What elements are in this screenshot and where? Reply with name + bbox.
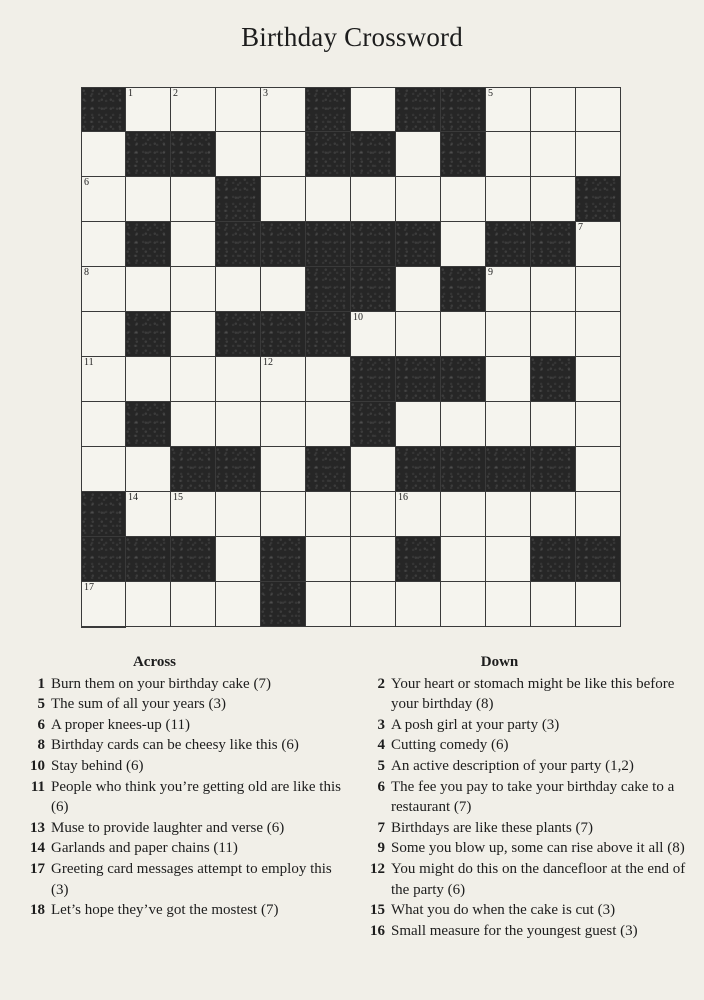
grid-cell-black <box>81 627 126 628</box>
grid-cell[interactable] <box>486 582 531 627</box>
cell-number: 2 <box>173 88 178 99</box>
cell-number: 1 <box>128 88 133 99</box>
clue-text: Cutting comedy (6) <box>391 737 509 754</box>
grid-cell-black <box>531 222 576 267</box>
cell-number: 11 <box>84 357 94 368</box>
cell-number: 17 <box>84 582 94 593</box>
grid-cell[interactable] <box>261 177 306 222</box>
grid-cell[interactable] <box>576 222 621 267</box>
grid-cell[interactable] <box>351 312 396 357</box>
grid-cell-black <box>396 447 441 492</box>
grid-cell-black <box>441 447 486 492</box>
clue-number: 1 <box>37 675 45 692</box>
clue-text: A posh girl at your party (3) <box>391 716 560 733</box>
grid-cell[interactable] <box>126 267 171 312</box>
grid-cell-black <box>171 447 216 492</box>
grid-cell[interactable] <box>216 87 261 132</box>
grid-cell-black <box>261 222 306 267</box>
down-clue <box>362 838 692 859</box>
grid-cell[interactable] <box>306 357 351 402</box>
grid-cell[interactable] <box>261 132 306 177</box>
clue-text: Stay behind (6) <box>51 757 144 774</box>
grid-cell[interactable] <box>486 312 531 357</box>
down-clue <box>362 756 692 777</box>
grid-cell[interactable] <box>486 537 531 582</box>
grid-cell[interactable] <box>486 402 531 447</box>
clue-number: 16 <box>370 922 385 939</box>
grid-cell[interactable] <box>81 267 126 312</box>
grid-cell[interactable] <box>261 357 306 402</box>
cell-number: 3 <box>263 88 268 99</box>
grid-cell-black <box>306 132 351 177</box>
grid-cell-black <box>306 447 351 492</box>
grid-cell-black <box>261 537 306 582</box>
clue-number: 2 <box>377 675 385 692</box>
clue-number: 9 <box>377 840 385 857</box>
across-clue <box>22 859 352 900</box>
clue-text: Small measure for the youngest guest (3) <box>391 922 638 939</box>
grid-cell[interactable] <box>261 267 306 312</box>
grid-cell-black <box>216 222 261 267</box>
grid-cell[interactable] <box>306 537 351 582</box>
grid-cell-black <box>81 87 126 132</box>
grid-cell[interactable] <box>576 267 621 312</box>
grid-cell-black <box>486 447 531 492</box>
grid-cell-black <box>396 357 441 402</box>
grid-cell[interactable] <box>351 582 396 627</box>
clue-number: 3 <box>377 716 385 733</box>
grid-cell[interactable] <box>171 402 216 447</box>
grid-cell[interactable] <box>216 132 261 177</box>
grid-cell-black <box>171 537 216 582</box>
down-clue <box>362 777 692 818</box>
clue-number: 10 <box>30 757 45 774</box>
grid-cell[interactable] <box>441 222 486 267</box>
cell-number: 8 <box>84 267 89 278</box>
grid-cell-black <box>441 132 486 177</box>
grid-cell[interactable] <box>351 492 396 537</box>
grid-cell[interactable] <box>441 402 486 447</box>
across-clue <box>22 777 352 818</box>
grid-cell[interactable] <box>171 492 216 537</box>
cell-number: 9 <box>488 267 493 278</box>
grid-cell-black <box>171 132 216 177</box>
down-clue <box>362 818 692 839</box>
crossword-grid <box>81 87 621 627</box>
across-clues <box>22 652 352 921</box>
grid-cell[interactable] <box>531 312 576 357</box>
grid-cell[interactable] <box>171 87 216 132</box>
grid-cell-black <box>126 132 171 177</box>
clue-text: Birthdays are like these plants (7) <box>391 819 594 836</box>
grid-cell-black <box>306 222 351 267</box>
grid-cell-black <box>126 222 171 267</box>
clue-text: Garlands and paper chains (11) <box>51 840 238 857</box>
grid-cell[interactable] <box>531 492 576 537</box>
grid-cell-black <box>216 177 261 222</box>
grid-cell[interactable] <box>81 222 126 267</box>
down-clues <box>362 652 692 941</box>
grid-cell[interactable] <box>576 582 621 627</box>
grid-cell[interactable] <box>396 582 441 627</box>
grid-cell-black <box>216 312 261 357</box>
cell-number: 14 <box>128 492 138 503</box>
clue-number: 15 <box>370 902 385 919</box>
grid-cell[interactable] <box>171 267 216 312</box>
down-clue <box>362 921 692 942</box>
grid-cell[interactable] <box>531 582 576 627</box>
clue-number: 13 <box>30 819 45 836</box>
cell-number: 10 <box>353 312 363 323</box>
clue-number: 18 <box>30 902 45 919</box>
grid-cell[interactable] <box>576 402 621 447</box>
clue-number: 11 <box>30 778 45 795</box>
grid-cell[interactable] <box>351 177 396 222</box>
grid-cell-black <box>531 357 576 402</box>
down-clue <box>362 715 692 736</box>
grid-cell[interactable] <box>531 267 576 312</box>
grid-cell[interactable] <box>396 132 441 177</box>
grid-cell[interactable] <box>396 177 441 222</box>
grid-cell[interactable] <box>81 357 126 402</box>
grid-cell[interactable] <box>396 312 441 357</box>
clue-number: 14 <box>30 840 45 857</box>
grid-cell[interactable] <box>441 582 486 627</box>
grid-cell-black <box>306 267 351 312</box>
clue-text: Birthday cards can be cheesy like this (6) <box>51 737 299 754</box>
grid-cell-black <box>396 222 441 267</box>
clue-text: Burn them on your birthday cake (7) <box>51 675 271 692</box>
grid-cell-black <box>441 267 486 312</box>
clue-number: 6 <box>37 716 45 733</box>
grid-cell[interactable] <box>306 582 351 627</box>
clue-number: 12 <box>370 860 385 877</box>
across-clue-list <box>22 674 352 921</box>
grid-cell[interactable] <box>441 312 486 357</box>
grid-cell-black <box>81 537 126 582</box>
down-clue-list <box>362 674 692 942</box>
grid-cell[interactable] <box>171 177 216 222</box>
clue-text: Greeting card messages attempt to employ this (3) <box>51 860 332 898</box>
grid-cell[interactable] <box>126 357 171 402</box>
clue-text: You might do this on the dancefloor at the end of the party (6) <box>391 860 686 898</box>
grid-cell[interactable] <box>576 357 621 402</box>
grid-cell[interactable] <box>531 87 576 132</box>
grid-cell[interactable] <box>171 312 216 357</box>
clue-text: Muse to provide laughter and verse (6) <box>51 819 285 836</box>
grid-cell[interactable] <box>81 312 126 357</box>
down-clue <box>362 674 692 715</box>
grid-cell-black <box>396 537 441 582</box>
grid-cell[interactable] <box>396 267 441 312</box>
grid-cell[interactable] <box>81 582 126 627</box>
grid-cell-black <box>126 402 171 447</box>
grid-cell-black <box>306 312 351 357</box>
grid-cell[interactable] <box>216 357 261 402</box>
across-clue <box>22 818 352 839</box>
grid-cell-black <box>261 312 306 357</box>
down-clue <box>362 735 692 756</box>
cell-number: 7 <box>578 222 583 233</box>
across-heading: Across <box>132 654 177 670</box>
grid-cell[interactable] <box>306 402 351 447</box>
grid-cell[interactable] <box>306 177 351 222</box>
clue-text: Your heart or stomach might be like this before your birthday (8) <box>391 675 675 713</box>
grid-cell[interactable] <box>126 177 171 222</box>
grid-cell[interactable] <box>531 177 576 222</box>
grid-cell[interactable] <box>396 492 441 537</box>
across-clue <box>22 715 352 736</box>
grid-cell[interactable] <box>261 447 306 492</box>
clue-text: A proper knees-up (11) <box>51 716 190 733</box>
clue-text: An active description of your party (1,2) <box>391 757 634 774</box>
grid-cell-black <box>441 87 486 132</box>
grid-cell[interactable] <box>216 582 261 627</box>
down-clue <box>362 859 692 900</box>
grid-cell[interactable] <box>576 312 621 357</box>
grid-cell[interactable] <box>216 402 261 447</box>
grid-cell[interactable] <box>441 537 486 582</box>
clue-text: The fee you pay to take your birthday cake to a restaurant (7) <box>391 778 675 816</box>
grid-cell[interactable] <box>261 87 306 132</box>
grid-cell-black <box>351 357 396 402</box>
grid-cell-black <box>306 87 351 132</box>
grid-cell[interactable] <box>261 402 306 447</box>
grid-cell[interactable] <box>396 402 441 447</box>
grid-cell[interactable] <box>306 492 351 537</box>
clue-number: 5 <box>377 757 385 774</box>
cell-number: 15 <box>173 492 183 503</box>
grid-cell[interactable] <box>441 177 486 222</box>
grid-cell-black <box>216 447 261 492</box>
grid-cell[interactable] <box>351 447 396 492</box>
across-clue <box>22 674 352 695</box>
grid-cell-black <box>126 312 171 357</box>
grid-cell-black <box>576 537 621 582</box>
clue-number: 7 <box>377 819 385 836</box>
clue-text: Some you blow up, some can rise above it all (8) <box>391 840 685 857</box>
across-clue <box>22 735 352 756</box>
across-clue <box>22 756 352 777</box>
grid-cell[interactable] <box>576 132 621 177</box>
grid-cell[interactable] <box>216 267 261 312</box>
cell-number: 16 <box>398 492 408 503</box>
clue-number: 5 <box>37 696 45 713</box>
clue-number: 8 <box>37 737 45 754</box>
grid-cell-black <box>576 177 621 222</box>
grid-cell[interactable] <box>126 582 171 627</box>
grid-cell-black <box>351 222 396 267</box>
grid-cell[interactable] <box>81 132 126 177</box>
grid-cell[interactable] <box>486 492 531 537</box>
clue-text: The sum of all your years (3) <box>51 696 226 713</box>
grid-cell[interactable] <box>486 132 531 177</box>
down-clue <box>362 900 692 921</box>
grid-cell[interactable] <box>261 492 306 537</box>
clue-text: Let’s hope they’ve got the mostest (7) <box>51 902 279 919</box>
across-clue <box>22 838 352 859</box>
cell-number: 6 <box>84 177 89 188</box>
grid-cell[interactable] <box>216 492 261 537</box>
grid-cell[interactable] <box>351 537 396 582</box>
clue-number: 17 <box>30 860 45 877</box>
down-heading: Down <box>480 654 519 670</box>
grid-cell[interactable] <box>126 87 171 132</box>
grid-cell-black <box>351 267 396 312</box>
clue-number: 4 <box>377 737 385 754</box>
grid-cell-black <box>81 492 126 537</box>
grid-cell-black <box>531 447 576 492</box>
across-clue <box>22 900 352 921</box>
grid-cell[interactable] <box>576 87 621 132</box>
grid-cell[interactable] <box>351 87 396 132</box>
grid-cell[interactable] <box>531 402 576 447</box>
clue-text: People who think you’re getting old are like this (6) <box>51 778 341 816</box>
grid-cell[interactable] <box>171 357 216 402</box>
grid-cell-black <box>486 222 531 267</box>
grid-cell-black <box>396 87 441 132</box>
grid-cell[interactable] <box>576 447 621 492</box>
grid-cell[interactable] <box>126 447 171 492</box>
grid-cell[interactable] <box>576 492 621 537</box>
grid-cell[interactable] <box>81 447 126 492</box>
grid-cell[interactable] <box>171 582 216 627</box>
grid-cell[interactable] <box>531 132 576 177</box>
grid-cell[interactable] <box>216 537 261 582</box>
page-title: Birthday Crossword <box>241 22 463 52</box>
cell-number: 5 <box>488 88 493 99</box>
grid-cell-black <box>351 132 396 177</box>
grid-cell[interactable] <box>441 492 486 537</box>
grid-cell[interactable] <box>126 492 171 537</box>
clue-text: What you do when the cake is cut (3) <box>391 902 616 919</box>
grid-cell[interactable] <box>486 357 531 402</box>
grid-cell[interactable] <box>81 402 126 447</box>
grid-cell[interactable] <box>81 177 126 222</box>
grid-cell[interactable] <box>486 177 531 222</box>
grid-cell[interactable] <box>486 267 531 312</box>
grid-cell-black <box>441 357 486 402</box>
grid-cell-black <box>126 537 171 582</box>
cell-number: 12 <box>263 357 273 368</box>
grid-cell[interactable] <box>171 222 216 267</box>
grid-cell-black <box>351 402 396 447</box>
grid-cell-black <box>531 537 576 582</box>
grid-cell-black <box>261 582 306 627</box>
clue-number: 6 <box>377 778 385 795</box>
grid-cell[interactable] <box>486 87 531 132</box>
across-clue <box>22 694 352 715</box>
